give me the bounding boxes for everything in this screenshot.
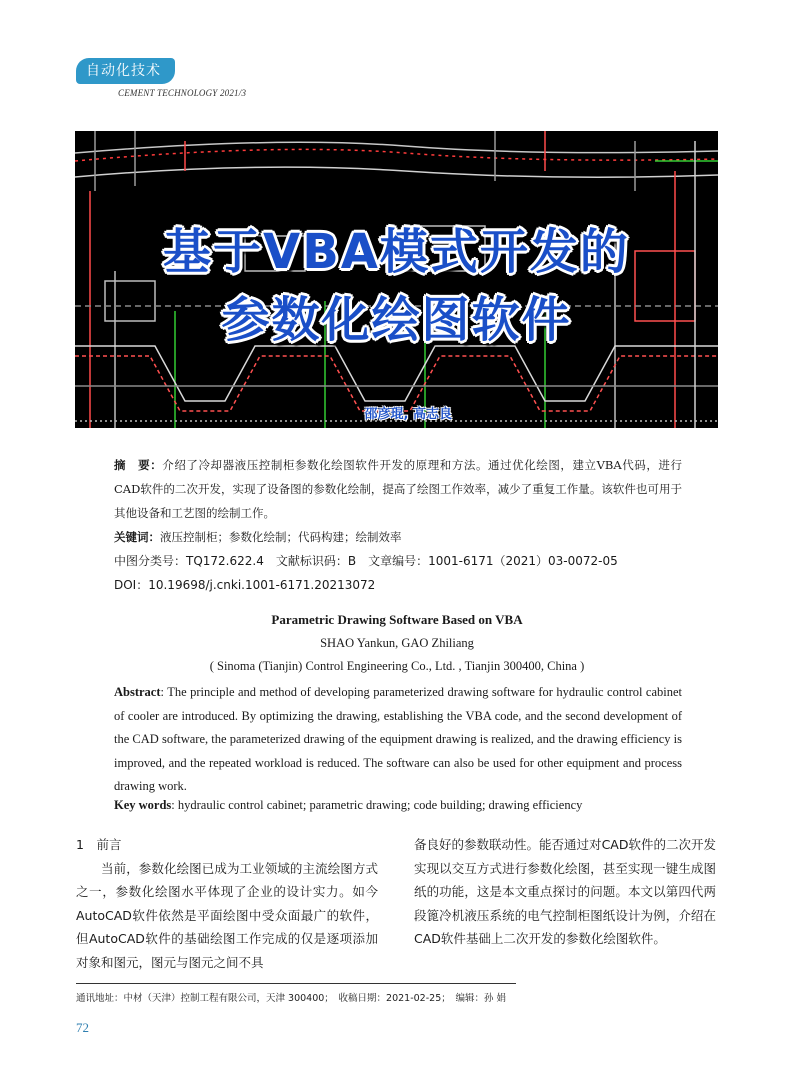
classification-line: 中图分类号：TQ172.622.4 文献标识码：B 文章编号：1001-6171（2021）03-0072-05 (114, 554, 618, 568)
section-heading: 1 前言 (76, 837, 122, 852)
english-keywords (114, 798, 682, 813)
english-affiliation: ( Sinoma (Tianjin) Control Engineering Co., Ltd. , Tianjin 300400, China ) (209, 659, 585, 673)
page-number: 72 (76, 1020, 89, 1035)
section-badge: 自动化技术 (76, 58, 175, 84)
keywords-text: 液压控制柜；参数化绘制；代码构建；绘制效率 (160, 530, 402, 544)
authors-chinese: 邵彦琨, 高志良 (364, 407, 452, 422)
english-title: Parametric Drawing Software Based on VBA (271, 612, 523, 627)
english-keywords-text: : hydraulic control cabinet; parametric drawing; code building; drawing efficiency (171, 798, 583, 812)
footnote-rule (76, 983, 516, 984)
english-abstract (114, 681, 682, 799)
doi-line: DOI：10.19698/j.cnki.1001-6171.20213072 (114, 578, 376, 592)
footnote: 通讯地址：中材（天津）控制工程有限公司，天津 300400； 收稿日期：2021-02-25； 编辑：孙 娟 (76, 993, 507, 1004)
body-column-left (76, 833, 378, 974)
chinese-abstract (114, 453, 682, 525)
english-keywords-label: Key words (114, 798, 172, 812)
title-banner (75, 131, 718, 428)
chinese-abstract-block (114, 453, 682, 597)
english-abstract-text: : The principle and method of developing parameterized drawing software for hydraulic control cabinet of cooler are introduced. By optimizing the drawing, establishing the VBA code, and the second development of the CAD software, the parameterized drawing of the equipment drawing is realized, and the drawing efficiency is improved, and the repeated workload is reduced. The software can also be used for other equipment and process drawing work. (114, 685, 682, 793)
body-column-right (414, 833, 716, 951)
english-abstract-label: Abstract (114, 685, 161, 699)
body-paragraph-right: 备良好的参数联动性。能否通过对CAD软件的二次开发实现以交互方式进行参数化绘图，甚至实现一键生成图纸的功能，这是本文重点探讨的问题。本文以第四代两段篦冷机液压系统的电气控制柜图纸设计为例，介绍在CAD软件基础上二次开发的参数化绘图软件。 (414, 837, 716, 946)
journal-name: CEMENT TECHNOLOGY 2021/3 (118, 88, 247, 98)
keywords-label: 关键词： (114, 530, 160, 544)
abstract-label: 摘 要： (114, 458, 163, 472)
abstract-text: 介绍了冷却器液压控制柜参数化绘图软件开发的原理和方法。通过优化绘图，建立VBA代码，进行CAD软件的二次开发，实现了设备图的参数化绘制，提高了绘图工作效率，减少了重复工作量。该软件也可用于其他设备和工艺图的绘制工作。 (114, 458, 682, 520)
english-authors: SHAO Yankun, GAO Zhiliang (320, 636, 474, 650)
body-paragraph-left: 当前，参数化绘图已成为工业领域的主流绘图方式之一，参数化绘图水平体现了企业的设计实力。如今AutoCAD软件依然是平面绘图中受众面最广的软件，但AutoCAD软件的基础绘图工作完成的仅是逐项添加对象和图元，图元与图元之间不具 (76, 860, 378, 970)
title-line-2: 参数化绘图软件 (221, 292, 572, 348)
title-line-1: 基于VBA模式开发的 (163, 224, 630, 280)
chinese-keywords (114, 525, 682, 549)
